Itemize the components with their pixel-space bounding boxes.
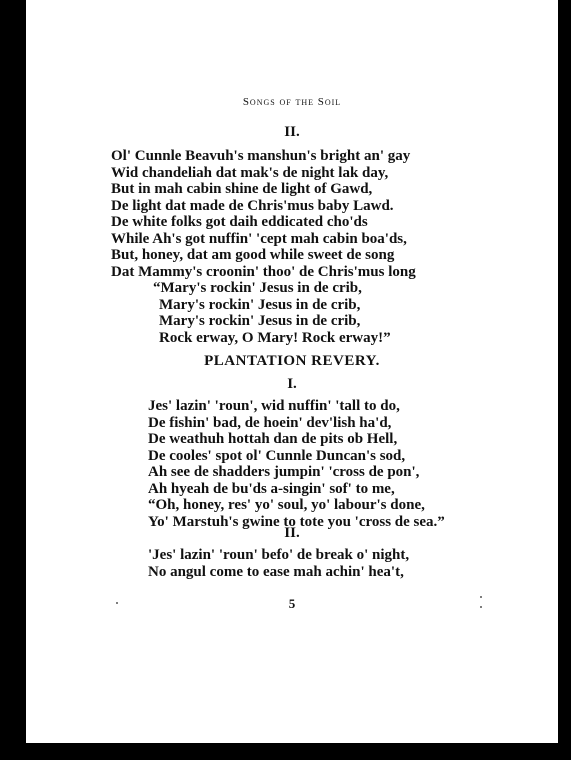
refrain-line: “Mary's rockin' Jesus in de crib, [153, 280, 362, 296]
scan-speck [480, 596, 482, 598]
stanza [111, 148, 416, 346]
poem-line: Dat Mammy's croonin' thoo' de Chris'mus long [111, 263, 416, 280]
refrain-line: Mary's rockin' Jesus in de crib, [159, 313, 361, 329]
part-numeral: II. [284, 525, 300, 541]
poem-line: De fishin' bad, de hoein' dev'lish ha'd, [148, 414, 392, 431]
section-numeral: II. [284, 124, 300, 140]
poem-line: Wid chandeliah dat mak's de night lak day, [111, 164, 389, 181]
stanza [148, 398, 445, 530]
poem-line: “Oh, honey, res' yo' soul, yo' labour's done, [148, 497, 425, 513]
poem-line: But in mah cabin shine de light of Gawd, [111, 181, 373, 197]
poem-line: While Ah's got nuffin' 'cept mah cabin boa'ds, [111, 230, 407, 247]
poem-line: De cooles' spot ol' Cunnle Duncan's sod, [148, 447, 406, 464]
poem-line: Ah hyeah de bu'ds a-singin' sof' to me, [148, 480, 395, 497]
poem-line: 'Jes' lazin' 'roun' befo' de break o' night, [148, 547, 410, 563]
running-head: Songs of the Soil [242, 96, 342, 108]
scan-speck [480, 606, 482, 608]
part-numeral: I. [287, 376, 297, 392]
poem-line: No angul come to ease mah achin' hea't, [148, 563, 404, 580]
poem-line: Ol' Cunnle Beavuh's manshun's bright an' gay [111, 148, 411, 164]
book-page [26, 0, 558, 743]
poem-line: Jes' lazin' 'roun', wid nuffin' 'tall to do, [148, 398, 400, 414]
poem-line: De weathuh hottah dan de pits ob Hell, [148, 431, 398, 447]
poem-line: Ah see de shadders jumpin' 'cross de pon', [148, 464, 420, 480]
refrain-line: Mary's rockin' Jesus in de crib, [159, 296, 361, 313]
scan-speck [116, 602, 118, 604]
poem-line: Yo' Marstuh's gwine to tote you 'cross de sea.” [148, 513, 445, 530]
poem-line: But, honey, dat am good while sweet de song [111, 247, 395, 263]
refrain-line: Rock erway, O Mary! Rock erway!” [159, 329, 391, 346]
poem-line: De light dat made de Chris'mus baby Lawd. [111, 197, 394, 214]
page-number: 5 [288, 596, 296, 611]
poem-line: De white folks got daih eddicated cho'ds [111, 214, 368, 230]
poem-title: PLANTATION REVERY. [204, 353, 380, 369]
stanza [148, 547, 409, 580]
